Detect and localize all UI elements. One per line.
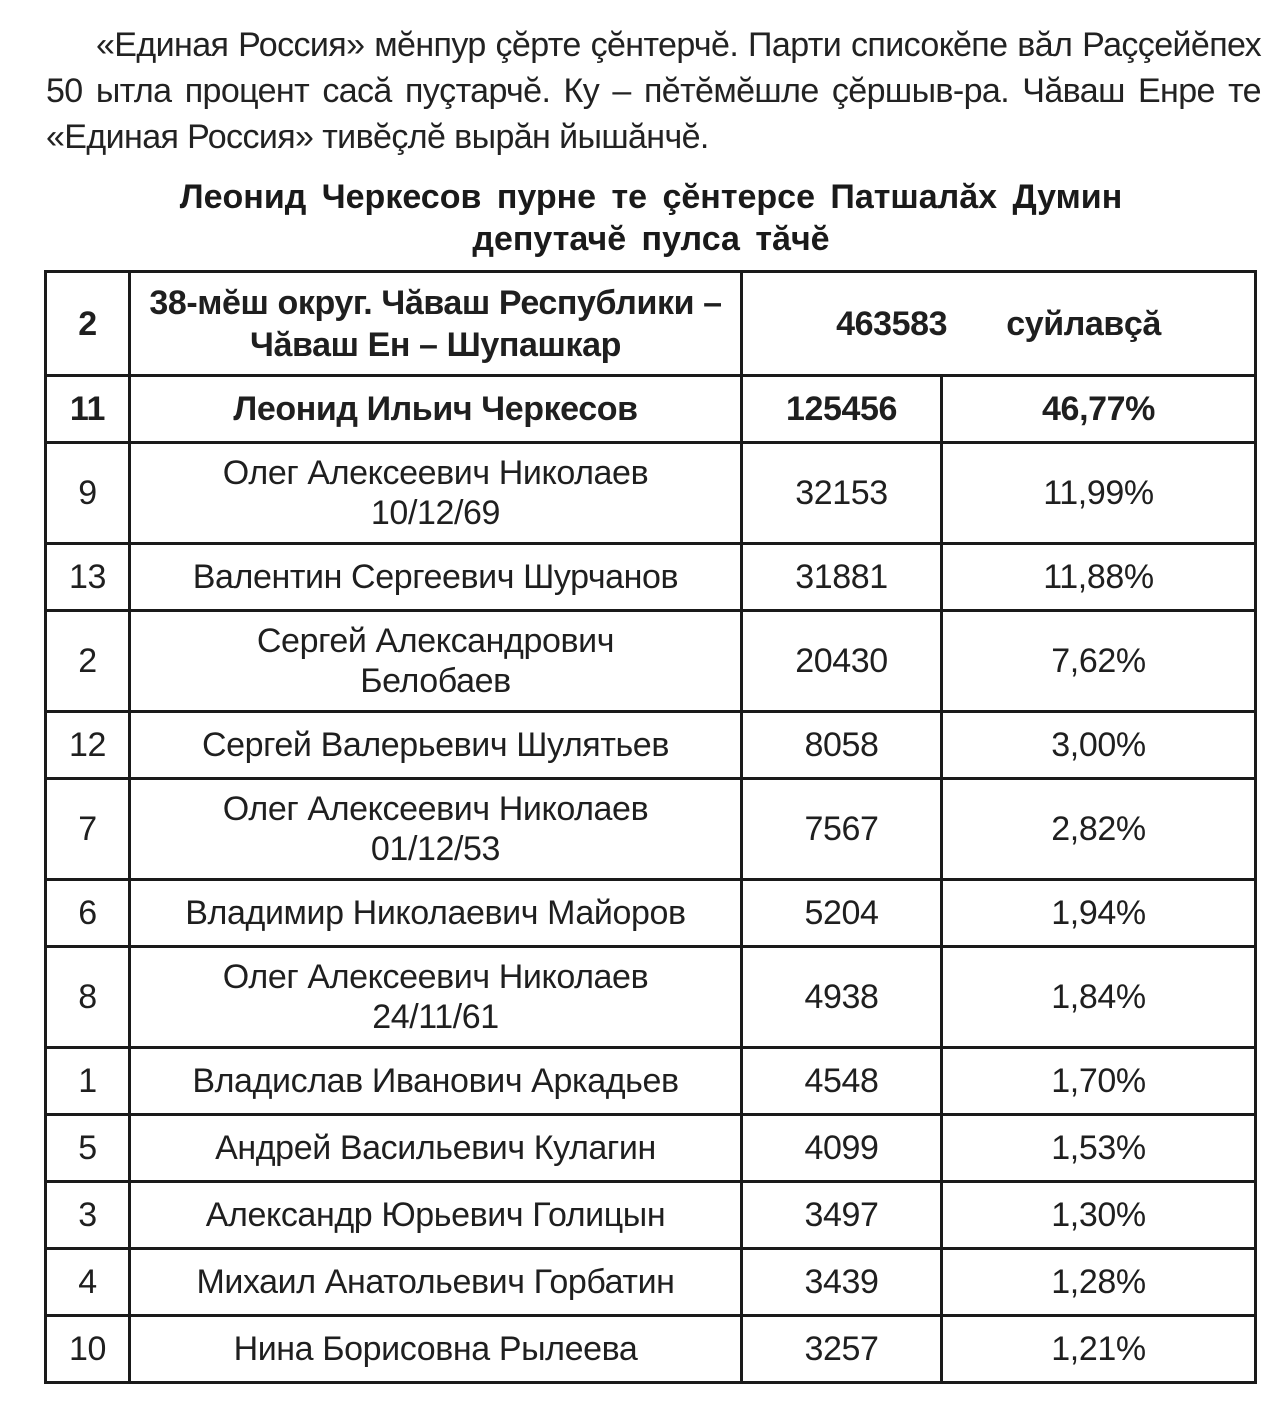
candidate-number: 11 (46, 376, 130, 443)
district-name-line: 38-мĕш округ. Чăваш Республики – (149, 283, 722, 322)
table-row (46, 1115, 1256, 1182)
candidate-number: 7 (46, 779, 130, 880)
candidate-name-line: Олег Алексеевич Николаев (222, 958, 649, 996)
candidate-name (130, 880, 742, 947)
candidate-name (130, 1316, 742, 1383)
candidate-number: 2 (46, 611, 130, 712)
candidate-name (130, 1115, 742, 1182)
district-number: 2 (46, 272, 130, 376)
candidate-name (130, 544, 742, 611)
candidate-name-line: Нина Борисовна Рылеева (233, 1330, 638, 1368)
district-name (130, 272, 742, 376)
candidate-percent: 1,70% (942, 1048, 1256, 1115)
candidate-percent: 1,94% (942, 880, 1256, 947)
candidate-number: 8 (46, 947, 130, 1048)
candidate-name-line: Андрей Васильевич Кулагин (215, 1129, 656, 1167)
intro-paragraph: «Единая Россия» мĕнпур çĕрте çĕнтерчĕ. Парти списокĕпе вăл Раççейĕпех 50 ытла процент сасă пуçтарчĕ. Ку – пĕтĕмĕшле çĕршыв-ра. Чăваш Енре те «Единая Россия» тивĕçлĕ вырăн йышăнчĕ. (46, 26, 1261, 156)
candidate-votes: 4938 (742, 947, 942, 1048)
candidate-name (130, 443, 742, 544)
headline-line: Леонид Черкесов пурне те çĕнтерсе Патшалăх Думин (179, 178, 1123, 216)
candidate-name-line: Сергей Александрович (256, 622, 615, 660)
table-header-row (46, 272, 1256, 376)
candidate-percent: 11,99% (942, 443, 1256, 544)
candidate-votes: 4099 (742, 1115, 942, 1182)
candidate-name (130, 1249, 742, 1316)
candidate-name (130, 611, 742, 712)
candidate-percent: 1,21% (942, 1316, 1256, 1383)
candidate-number: 9 (46, 443, 130, 544)
candidate-percent: 2,82% (942, 779, 1256, 880)
total-votes: 463583 (836, 304, 948, 343)
candidate-name (130, 779, 742, 880)
candidate-name-line: Олег Алексеевич Николаев (222, 790, 649, 828)
table-row (46, 611, 1256, 712)
candidate-number: 6 (46, 880, 130, 947)
candidate-name (130, 376, 742, 443)
table-row (46, 376, 1256, 443)
voter-total (742, 272, 1256, 376)
candidate-percent: 3,00% (942, 712, 1256, 779)
candidate-percent: 1,28% (942, 1249, 1256, 1316)
candidate-percent: 7,62% (942, 611, 1256, 712)
candidate-name (130, 712, 742, 779)
table-row (46, 712, 1256, 779)
candidate-votes: 32153 (742, 443, 942, 544)
candidate-number: 4 (46, 1249, 130, 1316)
headline-line: депутачĕ пулса тăчĕ (472, 220, 830, 258)
total-label: суйлавçă (1006, 304, 1161, 343)
table-row (46, 1182, 1256, 1249)
candidate-votes: 3257 (742, 1316, 942, 1383)
candidate-votes: 8058 (742, 712, 942, 779)
candidate-number: 5 (46, 1115, 130, 1182)
candidate-name (130, 947, 742, 1048)
candidate-number: 10 (46, 1316, 130, 1383)
table-row (46, 1048, 1256, 1115)
candidate-percent: 1,84% (942, 947, 1256, 1048)
candidate-name-line: Белобаев (360, 662, 511, 700)
candidate-votes: 5204 (742, 880, 942, 947)
candidate-name-line: Олег Алексеевич Николаев (222, 454, 649, 492)
candidate-name (130, 1048, 742, 1115)
candidate-name-line: Валентин Сергеевич Шурчанов (192, 558, 679, 596)
candidate-name-line: Леонид Ильич Черкесов (233, 390, 638, 428)
table-row (46, 544, 1256, 611)
candidate-percent: 1,53% (942, 1115, 1256, 1182)
table-row (46, 1316, 1256, 1383)
table-row (46, 1249, 1256, 1316)
candidate-name-line: Сергей Валерьевич Шулятьев (202, 726, 669, 764)
candidate-number: 3 (46, 1182, 130, 1249)
district-name-line: Чăваш Ен – Шупашкар (250, 325, 621, 364)
candidate-name-line: Александр Юрьевич Голицын (205, 1196, 666, 1234)
candidate-votes: 20430 (742, 611, 942, 712)
table-row (46, 947, 1256, 1048)
candidate-name-line: Владислав Иванович Аркадьев (192, 1062, 679, 1100)
candidate-name-line: 01/12/53 (370, 830, 501, 868)
candidate-name-line: Владимир Николаевич Майоров (185, 894, 686, 932)
candidate-votes: 125456 (742, 376, 942, 443)
candidate-name-line: Михаил Анатольевич Горбатин (196, 1263, 675, 1301)
candidate-number: 12 (46, 712, 130, 779)
table-row (46, 443, 1256, 544)
candidate-name (130, 1182, 742, 1249)
table-row (46, 880, 1256, 947)
candidate-number: 13 (46, 544, 130, 611)
candidate-name-line: 10/12/69 (370, 494, 501, 532)
candidate-votes: 4548 (742, 1048, 942, 1115)
candidate-percent: 1,30% (942, 1182, 1256, 1249)
candidate-percent: 46,77% (942, 376, 1256, 443)
candidate-votes: 3439 (742, 1249, 942, 1316)
candidate-name-line: 24/11/61 (372, 998, 499, 1036)
candidate-votes: 7567 (742, 779, 942, 880)
candidate-percent: 11,88% (942, 544, 1256, 611)
election-results-table (44, 270, 1257, 1384)
table-row (46, 779, 1256, 880)
results-body (46, 272, 1256, 1383)
headline (46, 176, 1256, 260)
candidate-votes: 3497 (742, 1182, 942, 1249)
candidate-votes: 31881 (742, 544, 942, 611)
candidate-number: 1 (46, 1048, 130, 1115)
